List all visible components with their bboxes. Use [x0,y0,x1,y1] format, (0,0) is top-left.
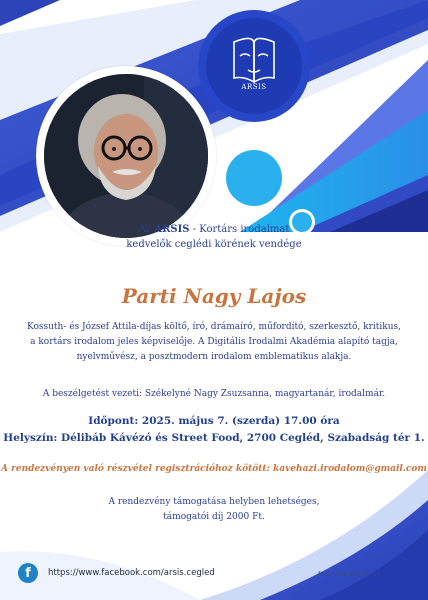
support-note [0,495,428,524]
portrait-illustration [44,74,208,238]
photo-credit: fotó: Kincses Gyula [318,570,381,578]
guest-portrait [44,74,208,238]
event-place: Helyszín: Délibáb Kávézó és Street Food, 2700 Cegléd, Szabadság tér 1. [3,432,425,444]
bio-line: nyelvművész, a posztmodern irodalom emblematikus alakja. [76,352,352,363]
intro-brand: ARSIS [154,224,190,235]
guest-name: Parti Nagy Lajos [121,284,307,308]
guest-bio [0,320,428,366]
logo-text: ARSIS [241,83,267,91]
facebook-link[interactable]: https://www.facebook.com/arsis.cegled [48,568,215,578]
support-line-1: A rendezvény támogatása helyben lehetséges, [108,497,320,507]
bio-line: a kortárs irodalom jeles képviselője. A Digitális Irodalmi Akadémia alapító tagja, [30,337,398,348]
intro-suffix: - Kortárs irodalmat [189,224,290,235]
event-time: Időpont: 2025. május 7. (szerda) 17.00 óra [88,415,340,427]
host-text: A beszélgetést vezeti: Székelyné Nagy Zsuzsanna, magyartanár, irodalmár. [42,389,386,399]
registration-note: A rendezvényen való részvétel regisztrációhoz kötött: kavehazi.irodalom@gmail.com [1,464,427,474]
intro-prefix: Az [138,224,155,235]
intro-text [0,222,428,252]
intro-line-1 [0,222,428,237]
arsis-logo-icon [218,30,290,106]
facebook-icon[interactable]: f [18,563,38,583]
support-line-2: támogatói díj 2000 Ft. [163,511,265,522]
intro-line-2: kedvelők ceglédi körének vendége [126,239,302,250]
bio-line: Kossuth- és József Attila-díjas költő, író, drámaíró, műfordító, szerkesztő, kritikus, [27,322,401,332]
